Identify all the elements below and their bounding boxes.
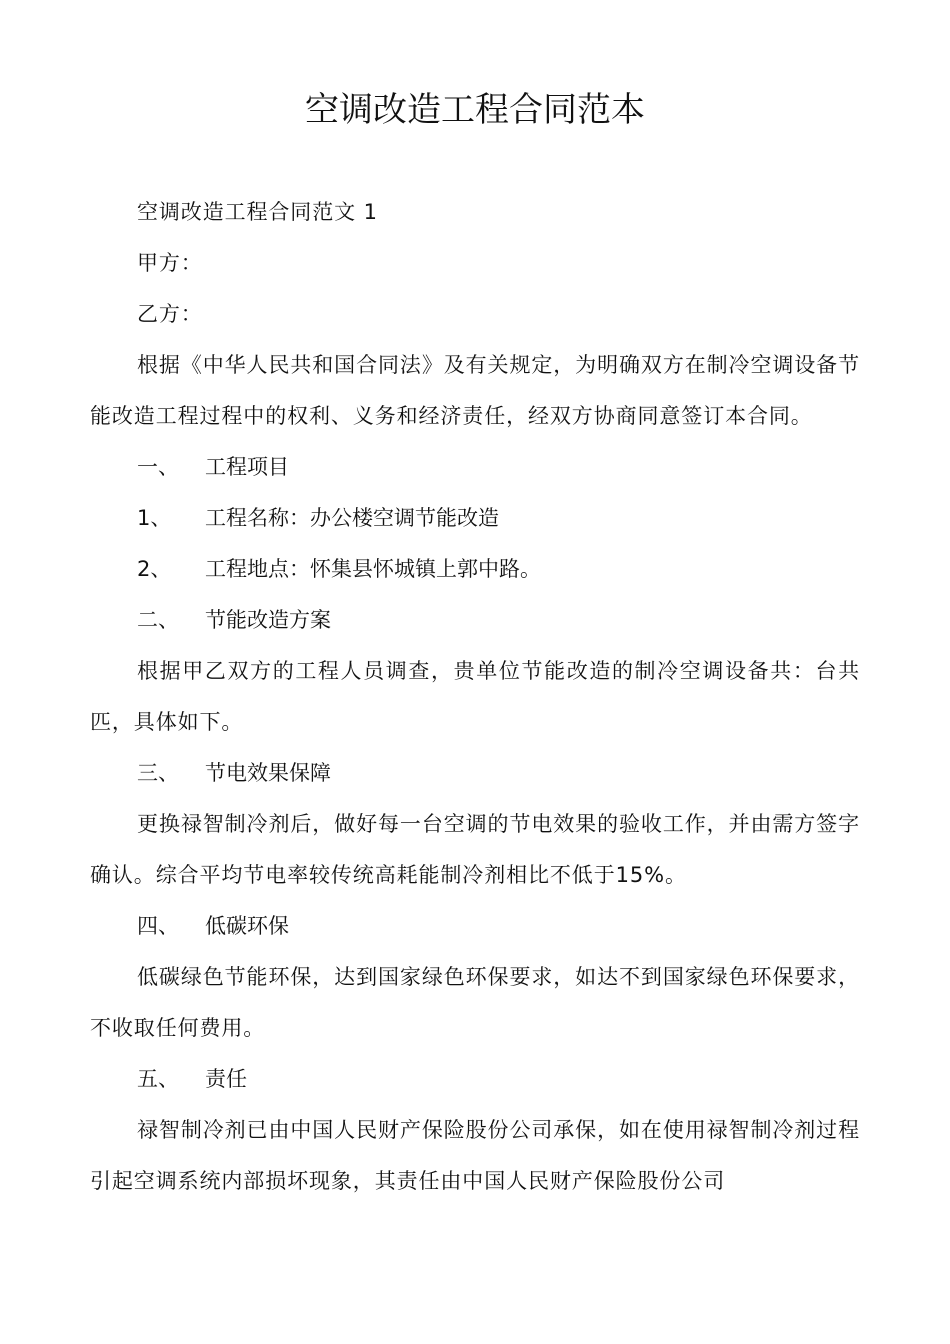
section-item: [90, 544, 860, 595]
party-b-label: 乙方：: [137, 302, 203, 326]
paragraph-guarantee: 更换禄智制冷剂后，做好每一台空调的节电效果的验收工作，并由需方签字确认。综合平均节电率较传统高耗能制冷剂相比不低于15%。: [90, 812, 860, 887]
item-text: 工程名称：办公楼空调节能改造: [205, 506, 499, 530]
section-number: 二、: [137, 608, 179, 632]
document-title: 空调改造工程合同范本: [305, 90, 645, 130]
section-item: [90, 493, 860, 544]
subtitle: 空调改造工程合同范文 1: [137, 200, 378, 224]
intro-paragraph: 根据《中华人民共和国合同法》及有关规定，为明确双方在制冷空调设备节能改造工程过程中的权利、义务和经济责任，经双方协商同意签订本合同。: [90, 353, 860, 428]
section-title: 低碳环保: [205, 914, 289, 938]
section-title: 责任: [205, 1067, 247, 1091]
section-title: 节能改造方案: [205, 608, 331, 632]
document-body: [90, 187, 860, 1207]
section-number: 五、: [137, 1067, 179, 1091]
item-text: 工程地点：怀集县怀城镇上郭中路。: [205, 557, 541, 581]
paragraph-plan: 根据甲乙双方的工程人员调查，贵单位节能改造的制冷空调设备共：台共匹，具体如下。: [90, 659, 860, 734]
section-heading: [90, 595, 860, 646]
section-heading: [90, 901, 860, 952]
paragraph-responsibility: 禄智制冷剂已由中国人民财产保险股份公司承保，如在使用禄智制冷剂过程引起空调系统内部损坏现象，其责任由中国人民财产保险股份公司: [90, 1118, 860, 1193]
section-heading: [90, 1054, 860, 1105]
section-number: 三、: [137, 761, 179, 785]
item-number: 1、: [137, 506, 172, 530]
section-title: 工程项目: [205, 455, 289, 479]
section-heading: [90, 442, 860, 493]
section-heading: [90, 748, 860, 799]
section-number: 四、: [137, 914, 179, 938]
item-number: 2、: [137, 557, 172, 581]
section-title: 节电效果保障: [205, 761, 331, 785]
section-number: 一、: [137, 455, 179, 479]
paragraph-environment: 低碳绿色节能环保，达到国家绿色环保要求，如达不到国家绿色环保要求，不收取任何费用。: [90, 965, 860, 1040]
party-a-label: 甲方：: [137, 251, 203, 275]
